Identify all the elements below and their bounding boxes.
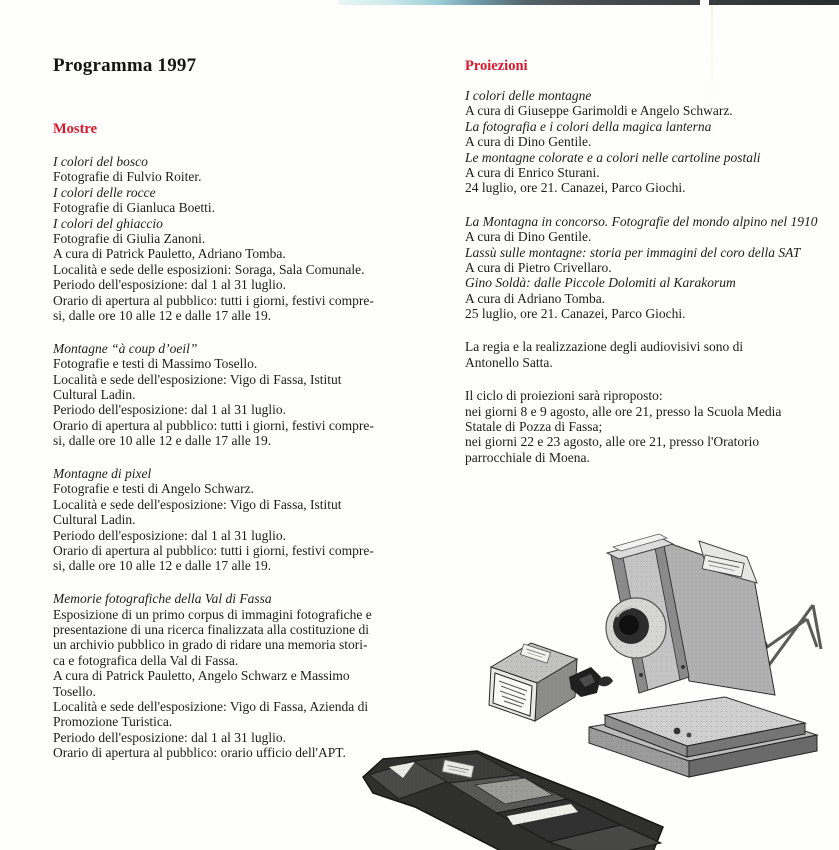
text-line: Località e sede dell'esposizione: Vigo di Fassa, Istitut [53,496,342,512]
paragraph [465,88,839,196]
text-line: Antonello Satta. [465,354,553,370]
text-line: Località e sede dell'esposizione: Vigo di Fassa, Azienda di [53,699,369,714]
text-line: A cura di Patrick Pauletto, Angelo Schwarz e Massimo [53,668,350,684]
text-line: A cura di Dino Gentile. [465,134,592,150]
slide-box-illustration [489,643,613,721]
work-title-line: I colori del bosco [53,154,148,169]
text-line: Fotografie e testi di Massimo Tosello. [53,356,258,372]
paragraph [53,154,453,323]
text-line: si, dalle ore 10 alle 12 e dalle 17 alle 19. [53,433,272,449]
text-line: Orario di apertura al pubblico: tutti i giorni, festivi compre- [53,542,374,558]
text-line: Orario di apertura al pubblico: tutti i giorni, festivi compre- [53,417,374,433]
text-line: Statale di Pozza di Fassa; [465,419,603,435]
text-line: Fotografie di Fulvio Roiter. [53,169,202,185]
paragraph [465,388,839,465]
text-line: A cura di Patrick Pauletto, Adriano Tomba. [53,246,286,262]
text-line: nei giorni 8 e 9 agosto, alle ore 21, presso la Scuola Media [465,403,782,419]
text-line: Fotografie di Gianluca Boetti. [53,200,215,216]
work-title-line: Lassù sulle montagne: storia per immagini del coro della SAT [465,244,801,260]
work-title-line: La fotografia e i colori della magica lanterna [465,118,712,134]
text-line: si, dalle ore 10 alle 12 e dalle 17 alle 19. [53,307,272,323]
work-title-line: Le montagne colorate e a colori nelle cartoline postali [465,149,761,165]
scan-edge-artifact [338,0,839,5]
paragraph [465,214,839,322]
work-title-line: I colori del ghiaccio [53,215,163,231]
text-line: Periodo dell'esposizione: dal 1 al 31 luglio. [53,527,287,543]
text-line: A cura di Adriano Tomba. [465,290,606,306]
text-line: Fotografie e testi di Angelo Schwarz. [53,481,254,497]
text-line: nei giorni 22 e 23 agosto, alle ore 21, presso l'Oratorio [465,434,760,450]
text-line: Tosello. [53,683,96,699]
text-line: Periodo dell'esposizione: dal 1 al 31 luglio. [53,402,287,418]
work-title-line: I colori delle rocce [53,184,156,200]
work-title-line: I colori delle montagne [465,88,592,103]
right-column [465,88,839,483]
work-title-line: Memorie fotografiche della Val di Fassa [53,591,272,607]
text-line: si, dalle ore 10 alle 12 e dalle 17 alle 19. [53,558,272,574]
work-title-line: Montagne di pixel [53,466,152,482]
text-line: Promozione Turistica. [53,714,173,730]
text-line: Località e sede delle esposizioni: Soraga, Sala Comunale. [53,261,365,277]
section-heading-proiezioni: Proiezioni [465,58,528,74]
text-line: Periodo dell'esposizione: dal 1 al 31 luglio. [53,277,287,293]
text-line: 24 luglio, ore 21. Canazei, Parco Giochi. [465,180,686,196]
text-line: Periodo dell'esposizione: dal 1 al 31 luglio. [53,729,287,745]
projection-equipment-illustration [355,525,839,850]
text-line: Cultural Ladin. [53,512,136,528]
scan-edge-notch [700,0,709,5]
paragraph [53,341,453,449]
slide-wallet-illustration [363,751,663,850]
text-line: parrocchiale di Moena. [465,449,590,465]
text-line: A cura di Giuseppe Garimoldi e Angelo Schwarz. [465,103,733,119]
page-title: Programma 1997 [53,55,197,76]
text-line: A cura di Dino Gentile. [465,229,592,245]
text-line: ca e fotografica della Val di Fassa. [53,652,239,668]
text-line: presentazione di una ricerca finalizzata alla costituzione di [53,622,369,638]
work-title-line: Montagne “à coup d’oeil” [53,340,198,356]
text-line: A cura di Pietro Crivellaro. [465,259,612,275]
text-line: Cultural Ladin. [53,386,136,402]
magic-lantern-projector-illustration [589,534,821,777]
paragraph [465,339,839,370]
text-line: Orario di apertura al pubblico: tutti i giorni, festivi compre- [53,292,374,308]
text-line: Orario di apertura al pubblico: orario ufficio dell'APT. [53,745,346,761]
text-line: Fotografie di Giulia Zanoni. [53,230,206,246]
text-line: un archivio pubblico in grado di ridare una memoria stori- [53,637,368,653]
text-line: La regia e la realizzazione degli audiovisivi sono di [465,339,744,355]
text-line: Esposizione di un primo corpus di immagini fotografiche e [53,606,372,622]
text-line: Il ciclo di proiezioni sarà riproposto: [465,388,663,404]
work-title-line: La Montagna in concorso. Fotografie del mondo alpino nel 1910 [465,213,818,229]
text-line: A cura di Enrico Sturani. [465,164,600,180]
text-line: 25 luglio, ore 21. Canazei, Parco Giochi. [465,306,686,322]
work-title-line: Gino Soldà: dalle Piccole Dolomiti al Karakorum [465,275,736,291]
text-line: Località e sede dell'esposizione: Vigo di Fassa, Istitut [53,371,342,387]
section-heading-mostre: Mostre [53,121,98,137]
